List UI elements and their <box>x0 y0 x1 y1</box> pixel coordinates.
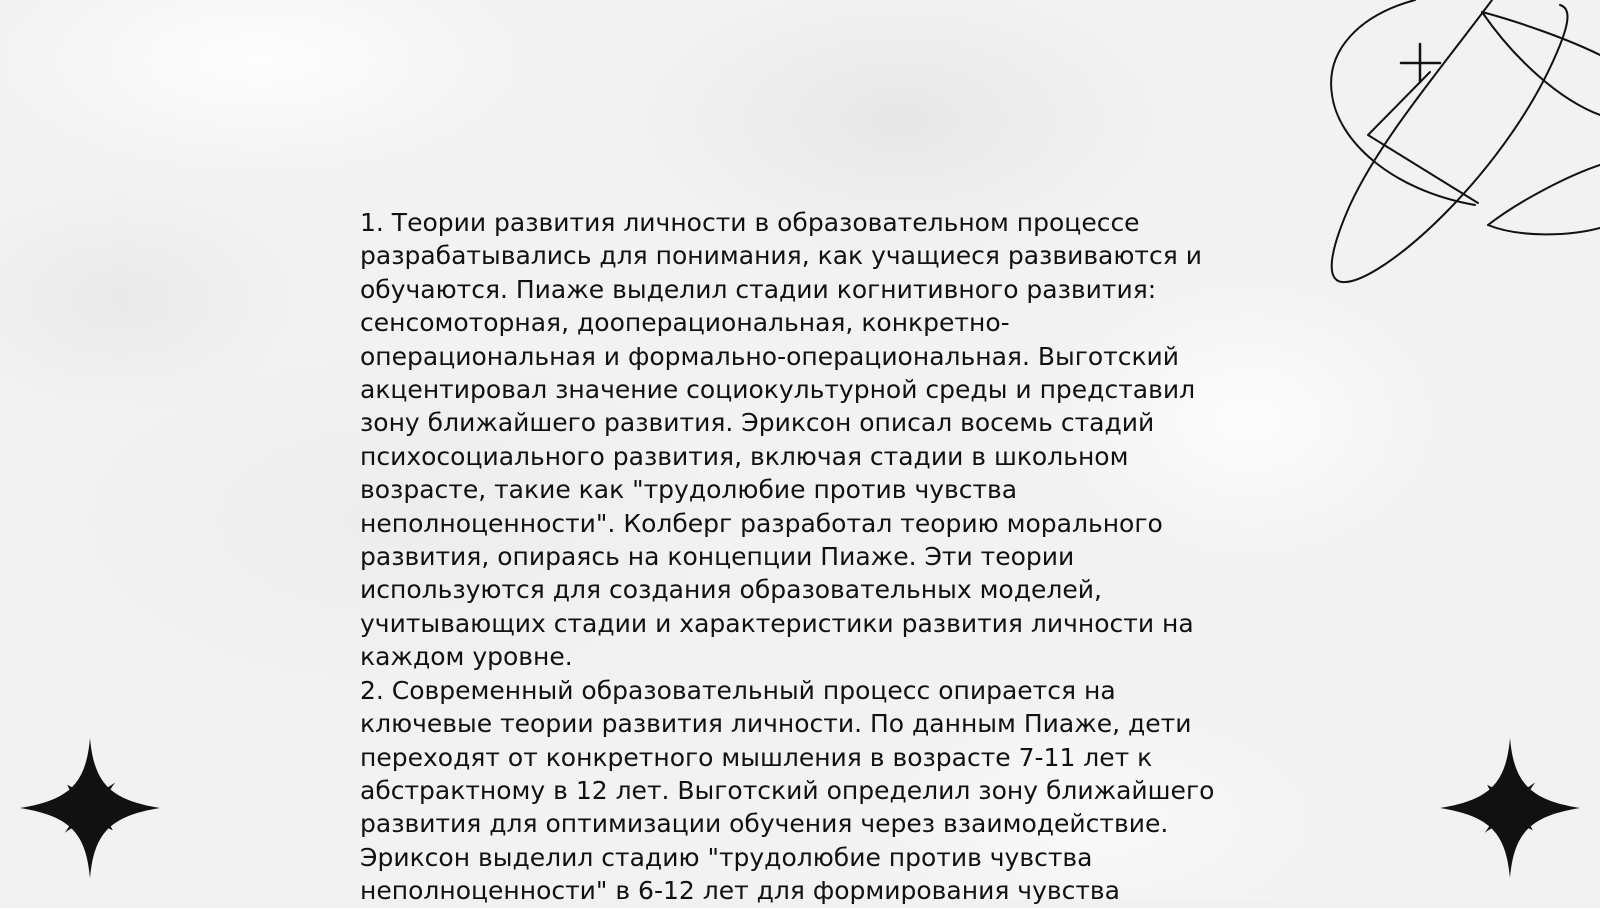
four-point-star-icon <box>20 738 160 878</box>
paragraph-1: 1. Теории развития личности в образовательном процессе разрабатывались для понимания, как учащиеся развиваются и обучаются. Пиаже выделил стадии когнитивного развития: сенсомоторная, дооперациональная, конкретно-операциональная и формально-операциональная. Выготский акцентировал значение социокультурной среды и представил зону ближайшего развития. Эриксон описал восемь стадий психосоциального развития, включая стадии в школьном возрасте, такие как "трудолюбие против чувства неполноценности". Колберг разработал теорию морального развития, опираясь на концепции Пиаже. Эти теории используются для создания образовательных моделей, учитывающих стадии и характеристики развития личности на каждом уровне. <box>360 208 1202 672</box>
orbit-lines-sparkle-icon <box>1320 0 1600 300</box>
paragraph-2: 2. Современный образовательный процесс опирается на ключевые теории развития личности. По данным Пиаже, дети переходят от конкретного мышления в возрасте 7-11 лет к абстрактному в 12 лет. Выготский определил зону ближайшего развития для оптимизации обучения через взаимодействие. Эриксон выделил стадию "трудолюбие против чувства неполноценности" в 6-12 лет для формирования чувства <box>360 675 1215 906</box>
slide-body-text <box>360 206 1240 908</box>
four-point-star-icon <box>1440 738 1580 878</box>
